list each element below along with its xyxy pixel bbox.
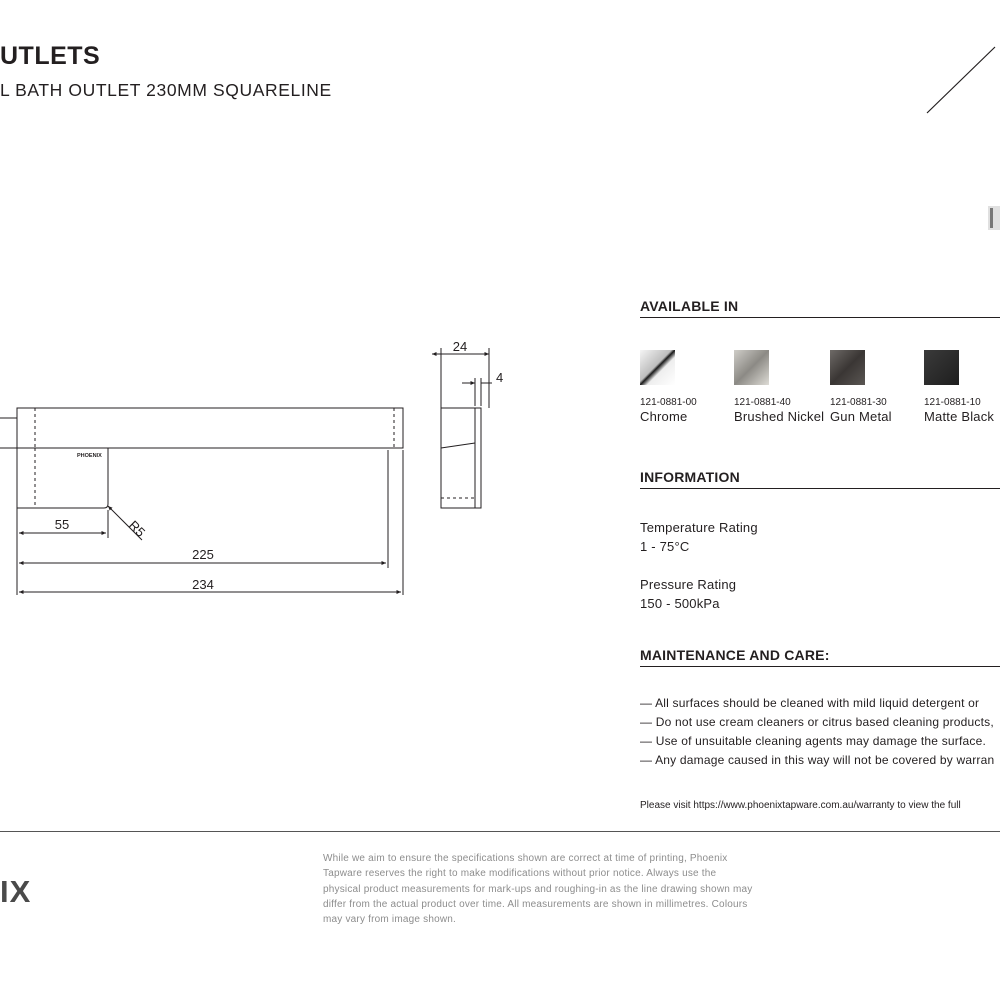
dim-label-55: 55 xyxy=(54,517,70,532)
gun-metal-swatch xyxy=(830,350,865,385)
care-item: — All surfaces should be cleaned with mild liquid detergent or xyxy=(640,696,980,710)
available-in-heading: AVAILABLE IN xyxy=(640,298,739,314)
chrome-swatch xyxy=(640,350,675,385)
section-divider xyxy=(640,488,1000,489)
finish-matte-black xyxy=(924,350,959,390)
product-subtitle: L BATH OUTLET 230MM SQUARELINE xyxy=(0,80,332,100)
finish-code: 121-0881-30 xyxy=(830,397,887,408)
care-item: — Any damage caused in this way will not be covered by warran xyxy=(640,753,995,767)
side-view-outlet-edge xyxy=(441,443,475,448)
finish-code: 121-0881-40 xyxy=(734,397,791,408)
finish-code: 121-0881-00 xyxy=(640,397,697,408)
finish-chrome xyxy=(640,350,675,390)
disclaimer-text: While we aim to ensure the specifications shown are correct at time of printing, Phoenix Tapware reserves the right to make modifications without prior notice. Always use the physical product measurements for mark-ups and roughing-in as the line drawing shown may differ from the actual product over time. All measurements are shown in millimetres. Colours may vary from image shown. xyxy=(323,853,753,926)
finish-name: Matte Black xyxy=(924,409,995,424)
maintenance-heading: MAINTENANCE AND CARE: xyxy=(640,647,830,663)
product-image-fragment xyxy=(900,30,1000,250)
pressure-value: 150 - 500kPa xyxy=(640,596,720,611)
finish-brushed-nickel xyxy=(734,350,769,390)
temperature-label: Temperature Rating xyxy=(640,520,758,535)
dim-label-234: 234 xyxy=(192,577,214,592)
pressure-label: Pressure Rating xyxy=(640,577,737,592)
footer-divider xyxy=(0,831,1000,832)
temperature-value: 1 - 75°C xyxy=(640,539,690,554)
finish-gun-metal xyxy=(830,350,865,390)
dim-label-4: 4 xyxy=(496,370,504,385)
matte-black-swatch xyxy=(924,350,959,385)
care-item: — Use of unsuitable cleaning agents may damage the surface. xyxy=(640,734,986,748)
finish-name: Brushed Nickel xyxy=(734,409,825,424)
product-image-tip-shade xyxy=(990,208,993,228)
dim-label-radius: R5 xyxy=(125,517,149,540)
finish-name: Gun Metal xyxy=(830,409,892,424)
section-divider xyxy=(640,666,1000,667)
care-item: — Do not use cream cleaners or citrus based cleaning products, xyxy=(640,715,994,729)
brushed-nickel-swatch xyxy=(734,350,769,385)
page-title: UTLETS xyxy=(0,42,101,70)
side-view-body xyxy=(441,408,475,508)
product-image-tip xyxy=(988,206,1000,230)
product-image-edge xyxy=(927,47,995,113)
spout-logo: PHOENIX xyxy=(77,453,102,459)
warranty-link-text: Please visit https://www.phoenixtapware.com.au/warranty to view the full xyxy=(640,800,961,811)
dim-label-24: 24 xyxy=(452,339,468,354)
dim-label-225: 225 xyxy=(192,547,214,562)
technical-drawing xyxy=(0,330,560,630)
information-heading: INFORMATION xyxy=(640,469,740,485)
brand-logo: IX xyxy=(0,874,32,909)
section-divider xyxy=(640,317,1000,318)
spout-body xyxy=(17,408,403,448)
finish-name: Chrome xyxy=(640,409,688,424)
side-view-plate xyxy=(475,408,481,508)
finish-code: 121-0881-10 xyxy=(924,397,981,408)
